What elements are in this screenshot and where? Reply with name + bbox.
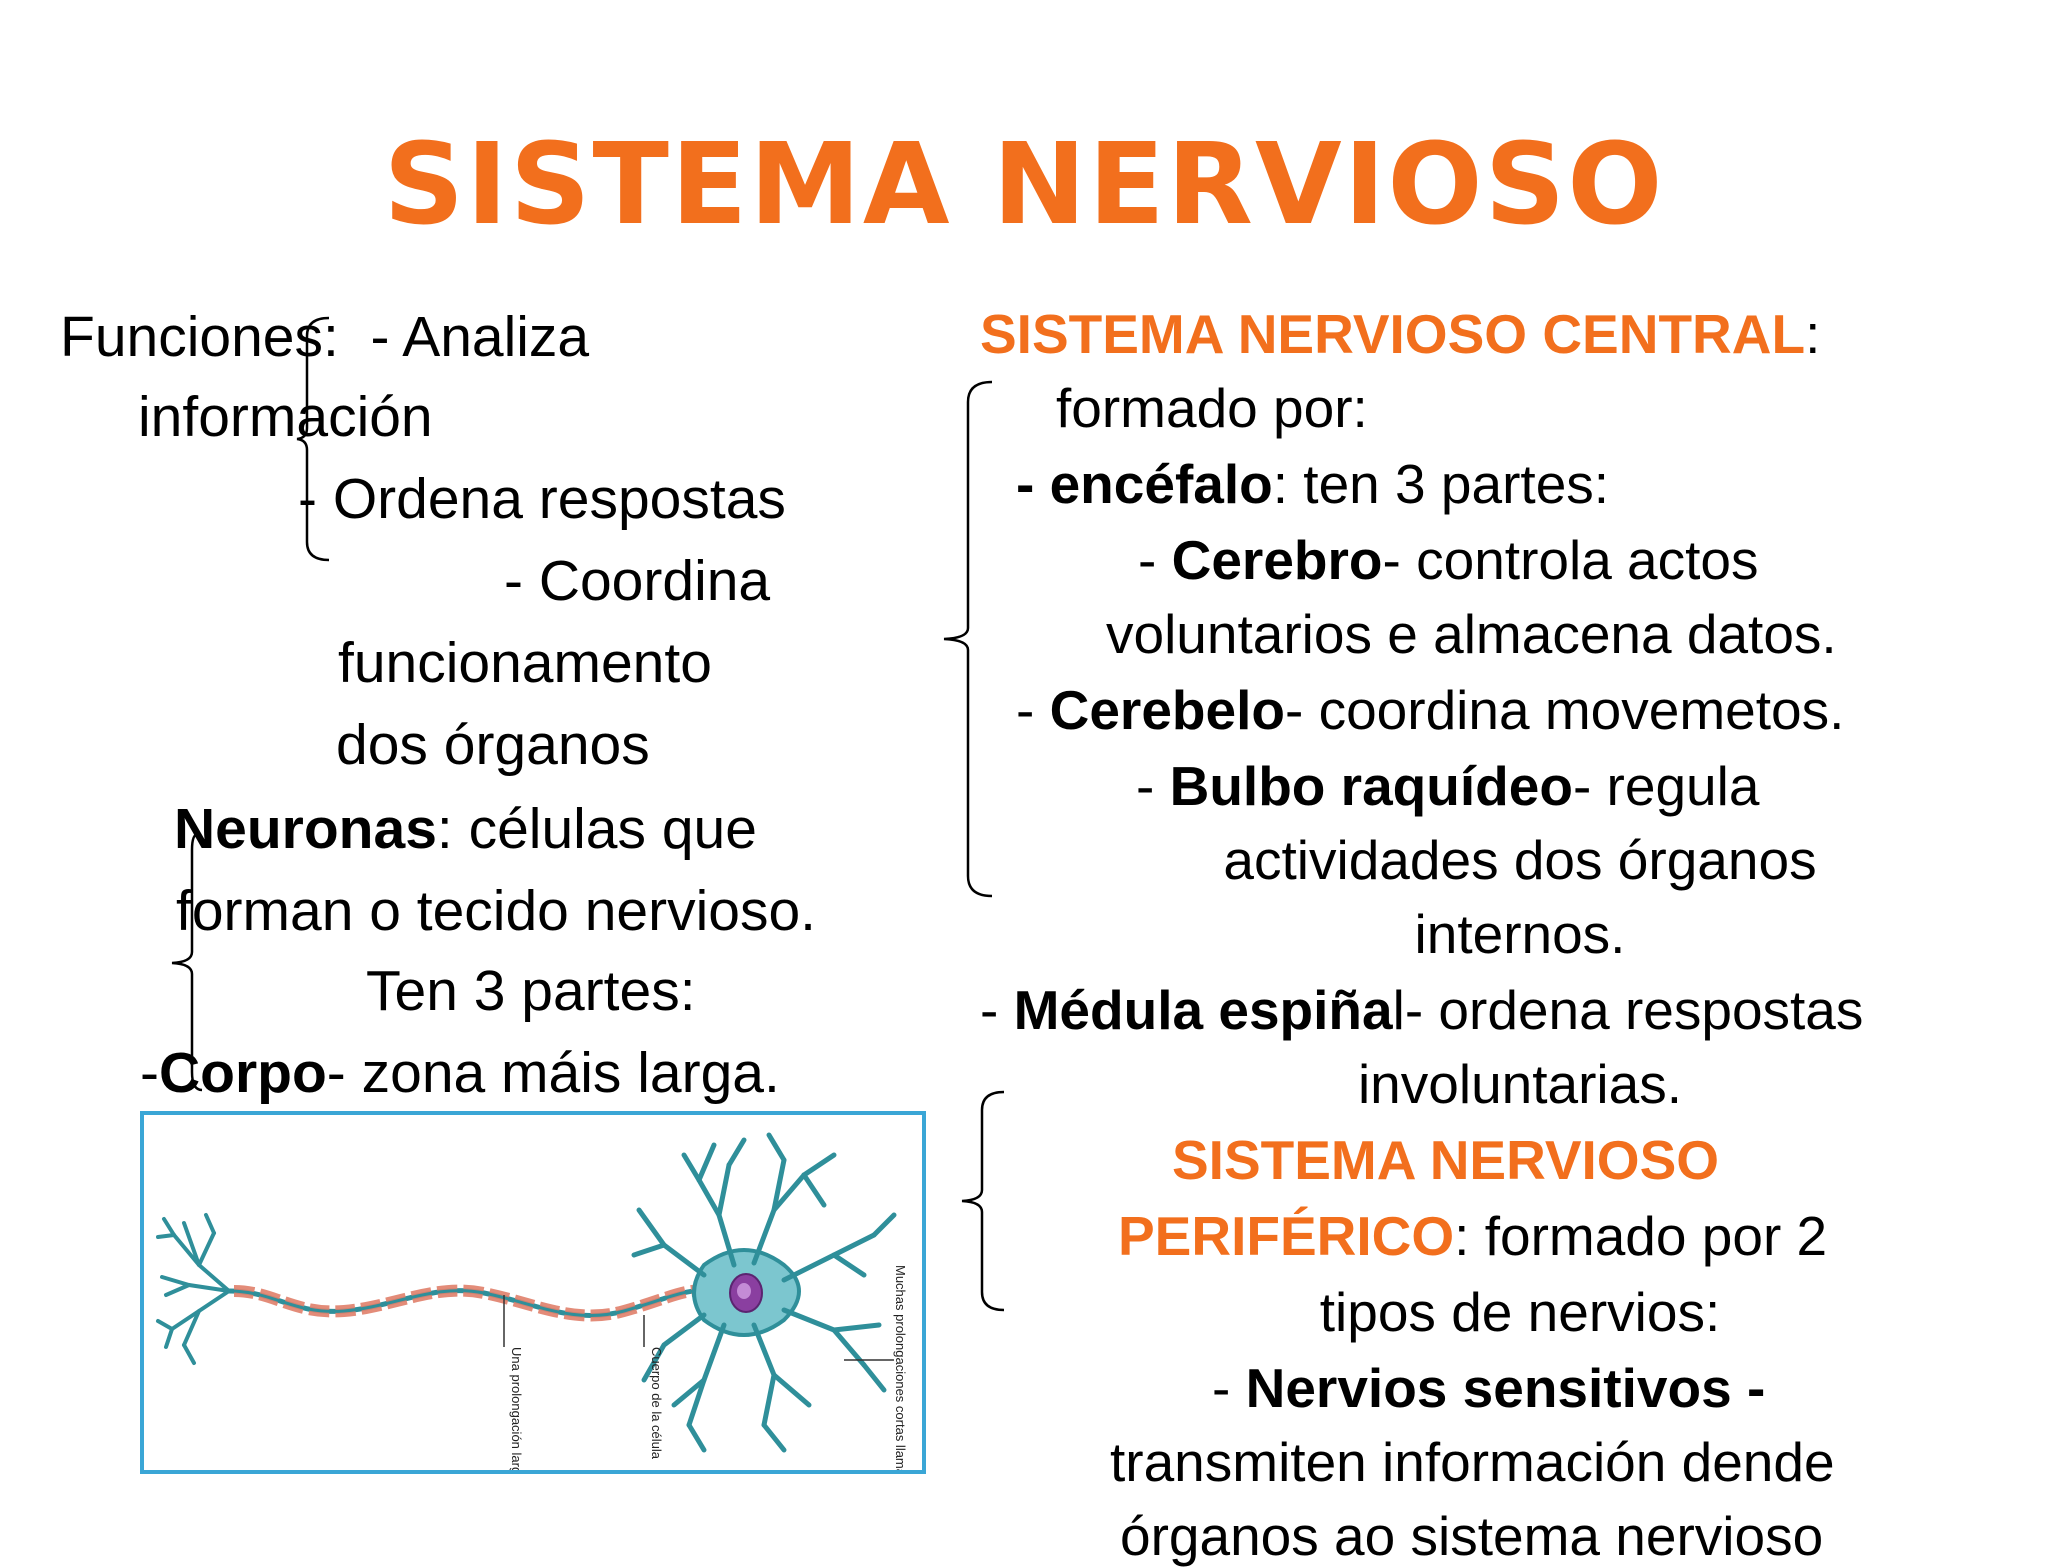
cerebro-line [1138, 528, 1759, 592]
sensitivos-term: Nervios sensitivos [1245, 1357, 1732, 1419]
medula-dash: - [980, 979, 1014, 1041]
neuronas-partes: Ten 3 partes: [366, 959, 696, 1023]
neuronas-brace [168, 832, 208, 1094]
corpo-def: - zona máis larga. [326, 1041, 780, 1105]
snc-colon: : [1805, 303, 1821, 365]
cerebro-term: Cerebro [1171, 529, 1383, 591]
snp-def: : formado por 2 [1454, 1205, 1828, 1267]
neuron-illustration [144, 1115, 922, 1470]
snc-brace [940, 380, 996, 900]
funciones-item-coordina: - Coordina [504, 549, 771, 613]
bulbo-def-cont1: actividades dos órganos [1223, 829, 1817, 891]
cerebelo-term: Cerebelo [1049, 679, 1285, 741]
funciones-brace [295, 316, 335, 562]
corpo-line [140, 1040, 780, 1106]
funciones-label: Funciones: [60, 305, 339, 369]
snp-title: SISTEMA NERVIOSO [1172, 1129, 1720, 1191]
encefalo-def: : ten 3 partes: [1272, 453, 1610, 515]
bulbo-term: Bulbo raquídeo [1169, 755, 1573, 817]
encefalo-line [1016, 452, 1609, 516]
neuron-diagram [140, 1111, 926, 1474]
snp-def-cont: tipos de nervios: [1319, 1281, 1721, 1343]
medula-term: Médula espiña [1013, 979, 1393, 1041]
sensitivos-def: transmiten información dende [1110, 1431, 1835, 1493]
page-title: SISTEMA NERVIOSO [383, 120, 1665, 250]
bulbo-line [1136, 754, 1759, 818]
corpo-prefix: - [140, 1041, 159, 1105]
funciones-item-analiza: - Analiza [370, 305, 590, 369]
corpo-term: Corpo [158, 1041, 327, 1105]
sensitivos-dash: - [1212, 1357, 1246, 1419]
label-cuerpo: Cuerpo de la célula [649, 1347, 664, 1460]
funciones-item-coordina-cont2: dos órganos [336, 713, 650, 777]
encefalo-term: - encéfalo [1016, 453, 1273, 515]
funciones-item-ordena: - Ordena respostas [298, 467, 786, 531]
bulbo-def-cont2: internos. [1414, 903, 1626, 965]
neuronas-line [174, 796, 757, 862]
cerebelo-line [1016, 678, 1844, 742]
snp-line [1118, 1204, 1827, 1268]
label-dendritas: Muchas prolongaciones cortas llamadas dendritas [893, 1265, 908, 1470]
cerebro-def-cont: voluntarios e almacena datos. [1106, 603, 1837, 665]
axon-terminal-icon [158, 1215, 229, 1363]
sensitivos-line [1212, 1356, 1765, 1420]
neuronas-def-cont: forman o tecido nervioso. [176, 879, 816, 943]
cerebelo-dash: - [1016, 679, 1050, 741]
snc-formado: formado por: [1056, 377, 1368, 439]
cell-body-icon [694, 1250, 799, 1335]
sensitivos-def-cont: órganos ao sistema nervioso [1120, 1505, 1824, 1567]
neuronas-term: Neuronas [174, 797, 437, 861]
label-axon: Una prolongación larga llamada axón [509, 1347, 524, 1470]
bulbo-def: - regula [1572, 755, 1760, 817]
cerebro-dash: - [1138, 529, 1172, 591]
snp-title-cont: PERIFÉRICO [1118, 1205, 1455, 1267]
snp-brace [958, 1090, 1008, 1314]
bulbo-dash: - [1136, 755, 1170, 817]
cerebelo-def: - coordina movemetos. [1284, 679, 1845, 741]
snc-title: SISTEMA NERVIOSO CENTRAL [980, 303, 1806, 365]
medula-def-cont: involuntarias. [1357, 1053, 1683, 1115]
medula-def: l- ordena respostas [1392, 979, 1864, 1041]
funciones-item-analiza-cont: información [138, 385, 433, 449]
neuronas-def: : células que [436, 797, 757, 861]
sensitivos-tail: - [1731, 1357, 1766, 1419]
medula-line [980, 978, 1863, 1042]
cerebro-def: - controla actos [1382, 529, 1759, 591]
funciones-item-coordina-cont1: funcionamento [338, 631, 712, 695]
snc-title-line [980, 302, 1820, 366]
